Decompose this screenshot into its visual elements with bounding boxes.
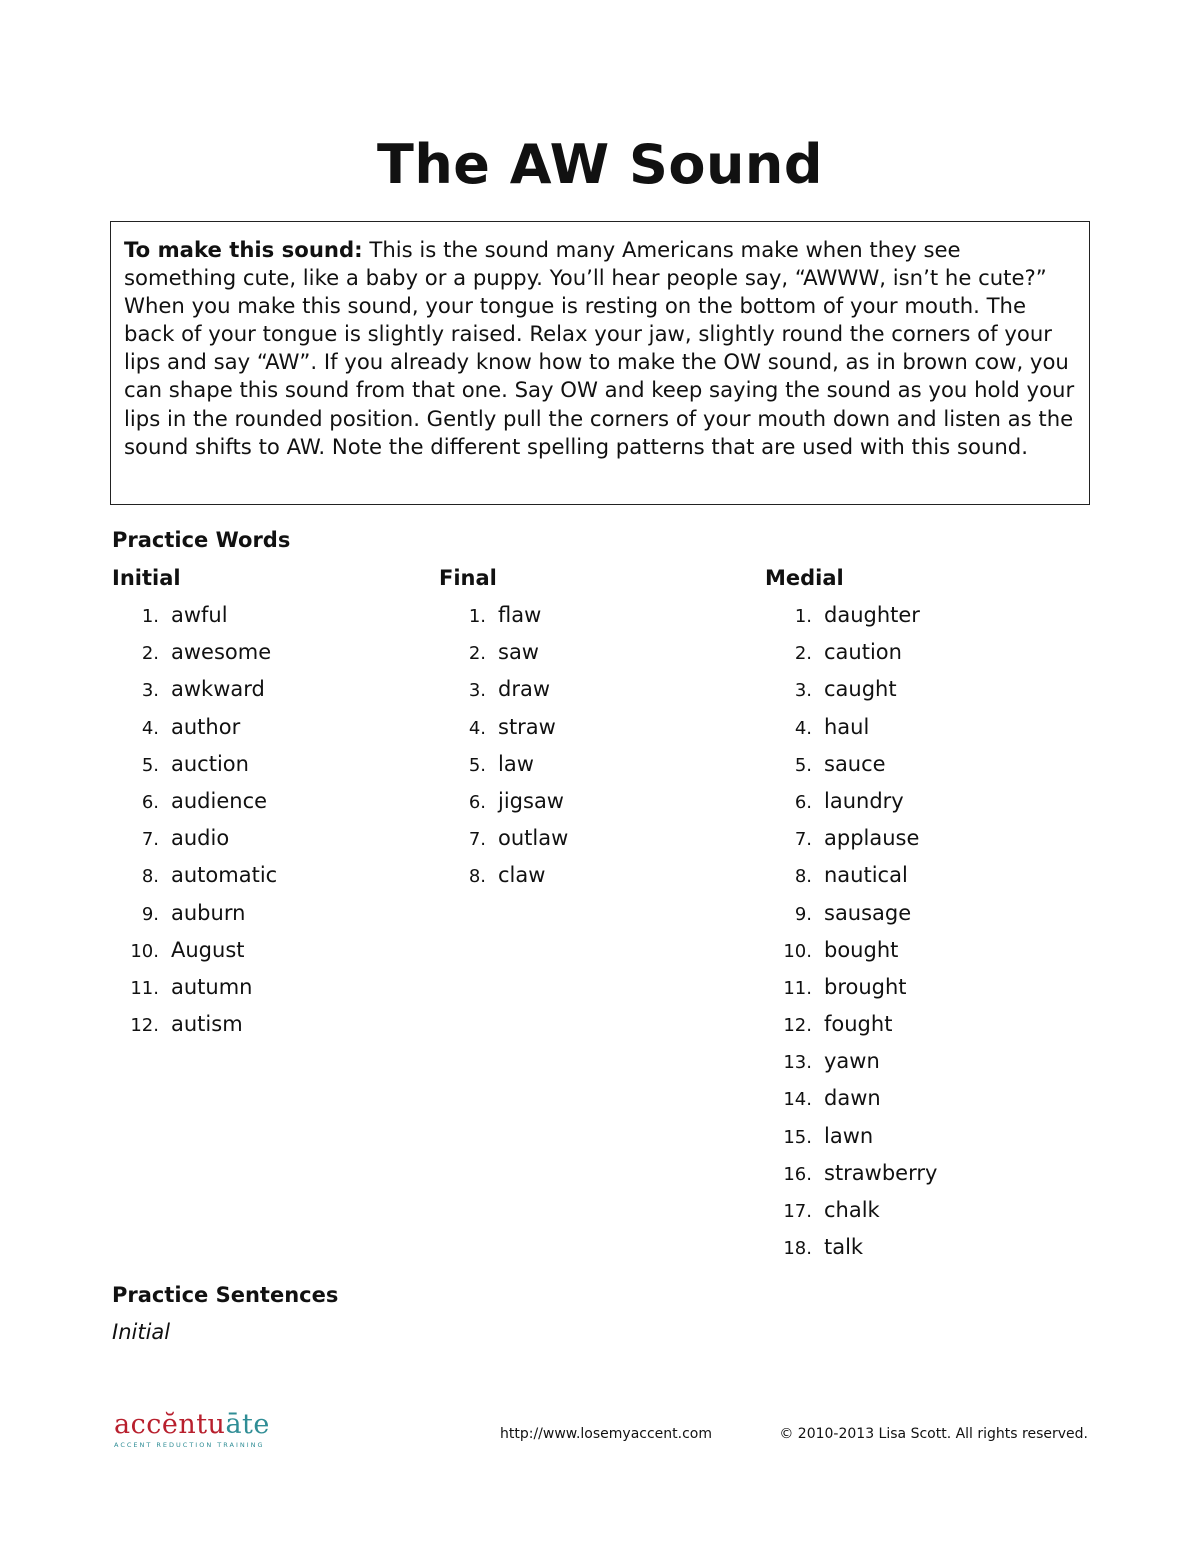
list-item-number: 9. <box>794 903 812 925</box>
logo-tagline: ACCENT REDUCTION TRAINING <box>114 1441 265 1449</box>
list-item-word: autumn <box>171 974 253 999</box>
list-item-number: 5. <box>141 754 159 776</box>
list-item <box>776 1157 937 1194</box>
list-item-number: 9. <box>141 903 159 925</box>
list-item <box>776 897 937 934</box>
list-item-number: 4. <box>141 717 159 739</box>
list-item-number: 4. <box>794 717 812 739</box>
list-item <box>123 859 277 896</box>
list-item-number: 2. <box>794 643 812 665</box>
list-item-number: 18. <box>783 1238 812 1260</box>
logo-word-main: accĕntu <box>114 1409 226 1440</box>
list-item-word: audio <box>171 826 230 851</box>
instruction-lead: To make this sound: <box>124 237 363 262</box>
list-item-word: flaw <box>498 603 542 627</box>
list-item <box>776 1194 937 1231</box>
word-list-final <box>450 599 568 897</box>
list-item-number: 5. <box>468 754 486 776</box>
list-item <box>776 1008 937 1045</box>
list-item <box>123 1008 277 1045</box>
column-heading-medial: Medial <box>765 566 844 590</box>
list-item-number: 11. <box>130 977 159 999</box>
list-item-number: 8. <box>794 866 812 888</box>
list-item-number: 7. <box>141 829 159 851</box>
list-item-word: outlaw <box>498 826 569 851</box>
list-item-word: auction <box>171 751 249 776</box>
list-item <box>776 859 937 896</box>
list-item-number: 7. <box>468 829 486 851</box>
list-item <box>123 897 277 934</box>
list-item-word: caught <box>824 677 897 702</box>
list-item-word: sausage <box>824 900 912 925</box>
footer-url: http://www.losemyaccent.com <box>500 1426 712 1442</box>
list-item-word: claw <box>498 863 546 888</box>
accentuate-logo <box>114 1410 270 1449</box>
list-item <box>776 1045 937 1082</box>
list-item-number: 2. <box>141 643 159 665</box>
list-item-number: 13. <box>783 1052 812 1074</box>
list-item-word: talk <box>824 1235 864 1260</box>
sentences-subheading-initial: Initial <box>112 1320 171 1344</box>
list-item-number: 12. <box>783 1015 812 1037</box>
list-item <box>776 748 937 785</box>
word-list-medial <box>776 599 937 1268</box>
list-item-word: haul <box>824 714 870 739</box>
instruction-body: This is the sound many Americans make when they see something cute, like a baby or a puppy. You’ll hear people say, “AWWW, isn’t he cute?” When you make this sound, your tongue is resting on the bottom of your mouth. The back of your tongue is slightly raised. Relax your jaw, slightly round the corners of your lips and say “AW”. If you already know how to make the OW sound, as in brown cow, you can shape this sound from that one. Say OW and keep saying the sound as you hold your lips in the rounded position. Gently pull the corners of your mouth down and listen as the sound shifts to AW. Note the different spelling patterns that are used with this sound. <box>124 237 1075 459</box>
list-item <box>123 785 277 822</box>
list-item-word: strawberry <box>824 1160 938 1185</box>
list-item-word: laundry <box>824 788 904 813</box>
practice-words-heading: Practice Words <box>112 528 291 552</box>
list-item <box>450 711 568 748</box>
list-item-word: August <box>171 937 245 962</box>
page-title: The AW Sound <box>377 133 823 196</box>
list-item <box>123 599 277 636</box>
list-item-number: 3. <box>141 680 159 702</box>
list-item-number: 10. <box>130 940 159 962</box>
list-item-word: auburn <box>171 900 246 925</box>
list-item-number: 2. <box>468 643 486 665</box>
list-item-word: dawn <box>824 1086 881 1111</box>
column-heading-initial: Initial <box>112 566 181 590</box>
list-item <box>776 822 937 859</box>
list-item <box>450 785 568 822</box>
list-item-number: 16. <box>783 1163 812 1185</box>
list-item-word: audience <box>171 788 268 813</box>
list-item-number: 6. <box>794 791 812 813</box>
list-item-word: yawn <box>824 1049 880 1074</box>
list-item <box>776 1231 937 1268</box>
list-item <box>450 673 568 710</box>
list-item-number: 1. <box>468 606 486 627</box>
list-item-number: 17. <box>783 1201 812 1222</box>
list-item-word: author <box>171 714 241 739</box>
list-item <box>776 673 937 710</box>
list-item-word: awkward <box>171 677 265 702</box>
list-item <box>123 822 277 859</box>
list-item-word: autism <box>171 1012 243 1037</box>
list-item-word: chalk <box>824 1198 880 1222</box>
list-item-word: caution <box>824 640 902 665</box>
list-item <box>450 748 568 785</box>
list-item <box>123 934 277 971</box>
list-item <box>776 711 937 748</box>
list-item-number: 1. <box>794 606 812 627</box>
list-item-number: 8. <box>468 866 486 888</box>
list-item-word: draw <box>498 677 551 702</box>
list-item <box>123 711 277 748</box>
list-item-number: 4. <box>468 717 486 739</box>
list-item <box>123 748 277 785</box>
logo-word-accent: āte <box>225 1409 270 1440</box>
list-item <box>776 599 937 636</box>
list-item <box>776 971 937 1008</box>
list-item <box>450 599 568 636</box>
list-item-word: automatic <box>171 863 278 888</box>
list-item <box>123 636 277 673</box>
list-item <box>776 1082 937 1119</box>
list-item <box>450 859 568 896</box>
list-item <box>776 934 937 971</box>
list-item <box>776 785 937 822</box>
list-item-word: brought <box>824 974 907 999</box>
list-item <box>450 636 568 673</box>
list-item <box>776 636 937 673</box>
list-item-word: law <box>498 751 534 776</box>
column-heading-final: Final <box>439 566 497 590</box>
list-item-word: awful <box>171 603 228 627</box>
list-item-number: 11. <box>783 977 812 999</box>
list-item-word: daughter <box>824 603 920 627</box>
list-item-word: lawn <box>824 1123 874 1148</box>
list-item-number: 12. <box>130 1015 159 1037</box>
list-item-number: 8. <box>141 866 159 888</box>
list-item-number: 5. <box>794 754 812 776</box>
list-item <box>776 1120 937 1157</box>
list-item <box>123 673 277 710</box>
list-item-number: 3. <box>468 680 486 702</box>
practice-sentences-heading: Practice Sentences <box>112 1283 339 1307</box>
instruction-box <box>110 221 1090 505</box>
list-item-number: 6. <box>468 791 486 813</box>
list-item-number: 7. <box>794 829 812 851</box>
list-item-word: awesome <box>171 640 272 665</box>
list-item-word: nautical <box>824 863 908 888</box>
list-item-word: fought <box>824 1012 893 1037</box>
list-item-word: sauce <box>824 751 886 776</box>
list-item-number: 15. <box>783 1126 812 1148</box>
list-item <box>123 971 277 1008</box>
word-list-initial <box>123 599 277 1045</box>
list-item-word: applause <box>824 826 920 851</box>
list-item-number: 10. <box>783 940 812 962</box>
list-item-word: jigsaw <box>498 788 564 813</box>
list-item-word: saw <box>498 640 539 665</box>
list-item-number: 1. <box>141 606 159 627</box>
list-item <box>450 822 568 859</box>
list-item-number: 3. <box>794 680 812 702</box>
list-item-number: 6. <box>141 791 159 813</box>
footer-copyright: © 2010-2013 Lisa Scott. All rights reserved. <box>779 1426 1088 1442</box>
list-item-word: straw <box>498 714 556 739</box>
list-item-word: bought <box>824 937 899 962</box>
list-item-number: 14. <box>783 1089 812 1111</box>
